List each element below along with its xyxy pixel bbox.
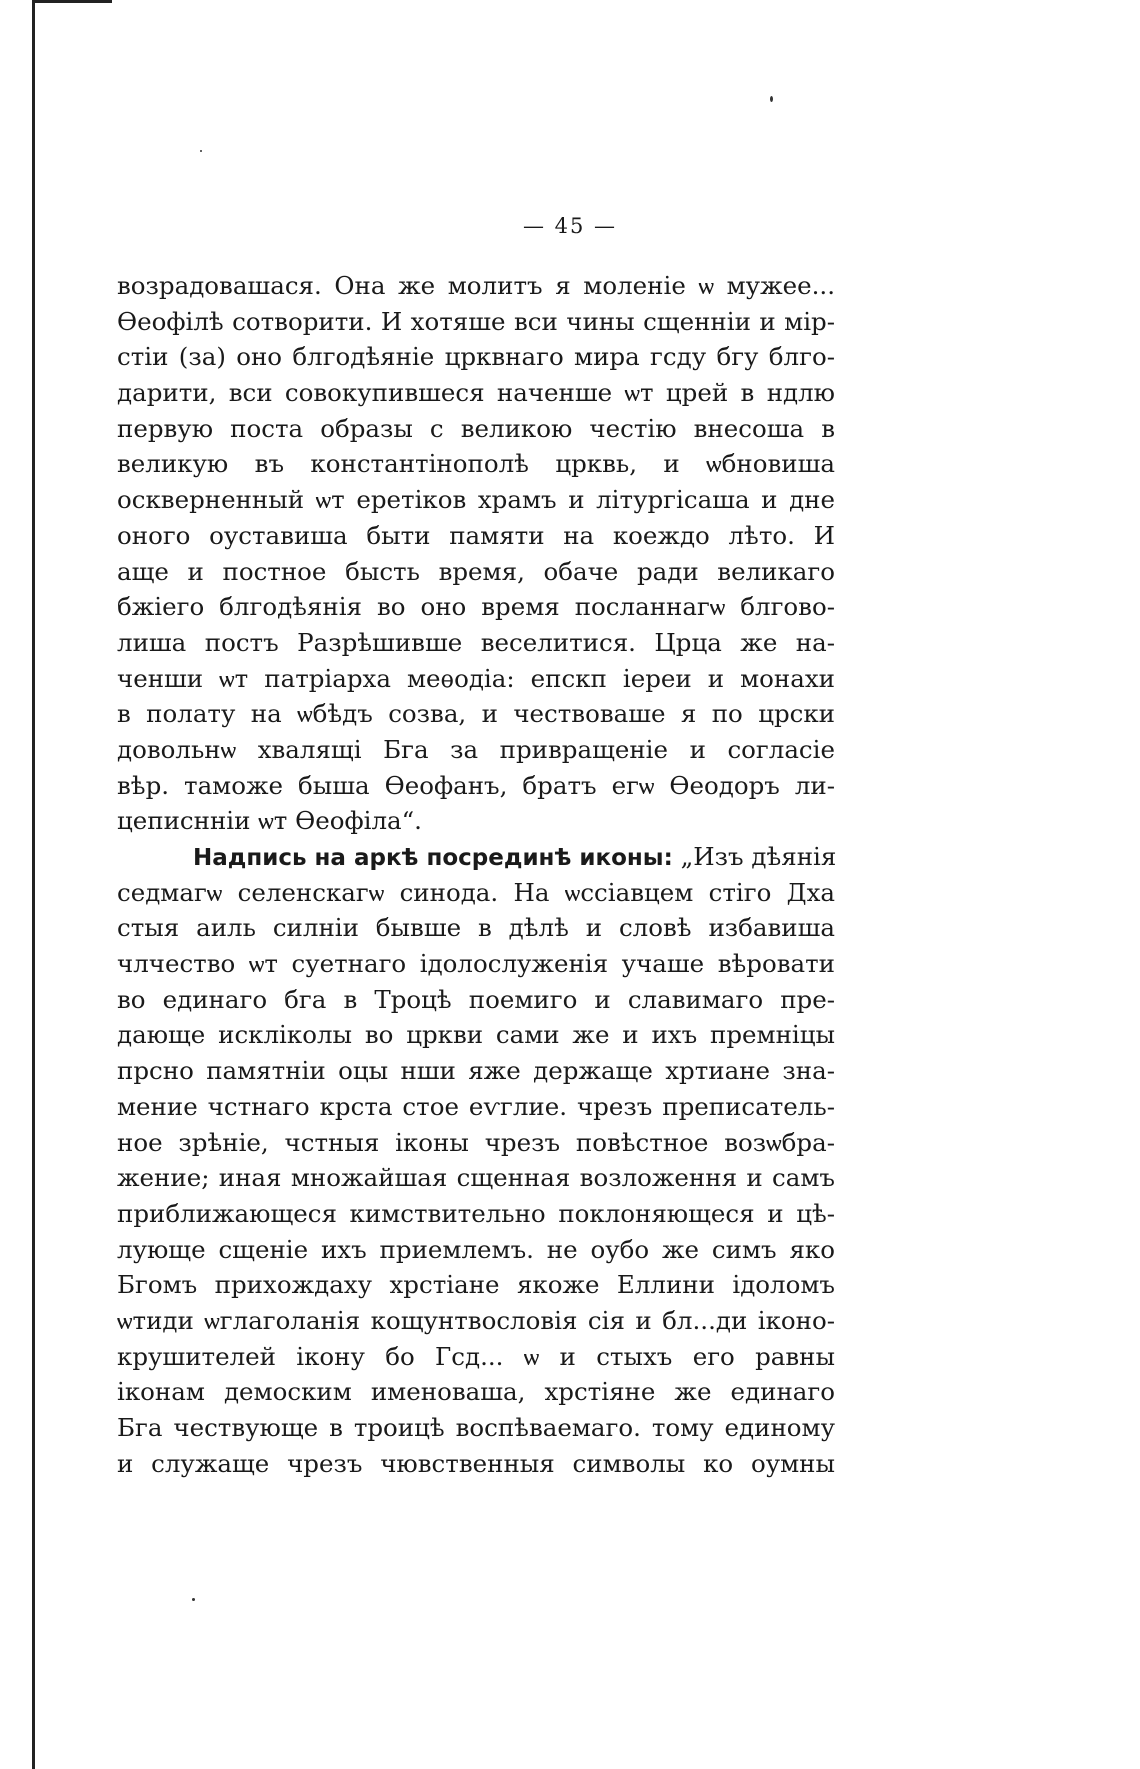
text-line: дающе искліколы во црк﻿ви сами же и ихъ премніцы — [117, 1020, 835, 1050]
text-line: цеписнніи ѡт Ѳеофіла“. — [117, 806, 422, 836]
text-line: Бга чествующе в троицѣ воспѣваемаго. тому единому — [117, 1413, 835, 1442]
text-line: стіи (за) оно блгодѣяніе црквнаго мира гсду бгу блго- — [117, 342, 835, 372]
ink-speck — [770, 96, 773, 102]
inscription-intro: „Изъ дѣянія — [680, 842, 837, 871]
text-line: приближающеся кимствительно поклоняющеся и цѣ- — [117, 1198, 835, 1228]
text-line: лиша постъ Разрѣшивше веселитися. Црца же на- — [117, 627, 835, 657]
text-line: стыя аиль силніи бывше в дѣлѣ и словѣ избавиша — [117, 913, 835, 943]
text-line: оного оуставиша быти памяти на коеждо лѣто. И — [117, 520, 835, 550]
ink-speck — [200, 150, 202, 152]
text-line: седмагѡ селенскагѡ синода. На ѡссіавцем стіго Дха — [117, 877, 835, 907]
text-line: бжіего блгодѣянія во оно время посланнагѡ блгово- — [117, 592, 835, 622]
text-line: прсно памятніи оцы нши яже держаще хртиане зна- — [117, 1056, 835, 1086]
text-line: Ѳеофілѣ сотворити. И хотяше вси чины сщенніи и мір- — [117, 306, 835, 336]
text-line: в полату на ѡбѣдъ созва, и чествоваше я по црски — [117, 699, 835, 729]
paragraph-2 — [117, 839, 835, 1481]
text-line: Бгомъ прихождаху хрстіане якоже Еллини ідоломъ — [117, 1270, 835, 1300]
ink-speck — [192, 1598, 195, 1601]
text-line: во единаго бга в Троцѣ поемиго и славимаго пре- — [117, 984, 835, 1014]
text-line: и служаще чрезъ чювственныя символы ко оумны — [117, 1448, 835, 1478]
inscription-heading: Надпись на аркѣ посрединѣ иконы: — [193, 845, 673, 871]
text-line: довольнѡ хвалящі Бга за привращеніе и согласіе — [117, 734, 835, 764]
paragraph-1 — [117, 268, 835, 839]
text-line: первую поста образы с великою честію внесоша в — [117, 413, 835, 443]
text-line: члчество ѡт суетнаго ідолослуженія учаше вѣровати — [117, 949, 835, 979]
heading-line — [117, 839, 835, 875]
text-line: мение чстнаго крста стое еѵглие. чрезъ преписатель- — [117, 1091, 835, 1121]
text-line: крушителей ікону бо Гсд... ѡ и стыхъ его равны — [117, 1341, 835, 1371]
text-line: лующе сщеніе ихъ приемлемъ. не оубо же симъ яко — [117, 1234, 835, 1264]
text-line: оскверненный ѡт еретіков храмъ и літургісаша и дне — [117, 485, 835, 515]
text-line: великую въ константінополѣ црквь, и ѡбновиша — [117, 449, 835, 479]
text-line: вѣр. таможе быша Ѳеофанъ, братъ егѡ Ѳеодоръ ли- — [117, 770, 835, 800]
text-line: возрадовашася. Она же молитъ я моленіе ѡ мужее... — [117, 271, 835, 300]
text-line: іконам демоским именоваша, хрстіяне же единаго — [117, 1377, 835, 1407]
body-text — [117, 268, 835, 1481]
page-top-edge — [32, 0, 112, 3]
text-line: ѡтиди ѡглаголанія кощунтвословія сія и бл...ди іконо- — [117, 1305, 835, 1335]
text-line: ное зрѣніе, чстныя іконы чрезъ повѣстное возѡбра- — [117, 1127, 835, 1157]
text-line: дарити, вси совокупившеся наченше ѡт црей в ндлю — [117, 378, 835, 408]
page-left-edge — [32, 0, 35, 1769]
page-number: — 45 — — [522, 214, 618, 238]
text-line: жение; иная множайшая сщенная возложення и самъ — [117, 1163, 835, 1193]
text-line: ченши ѡт патріарха меѳодіа: епскп іереи и монахи — [117, 663, 835, 693]
text-line: аще и постное бысть время, обаче ради великаго — [117, 556, 835, 586]
